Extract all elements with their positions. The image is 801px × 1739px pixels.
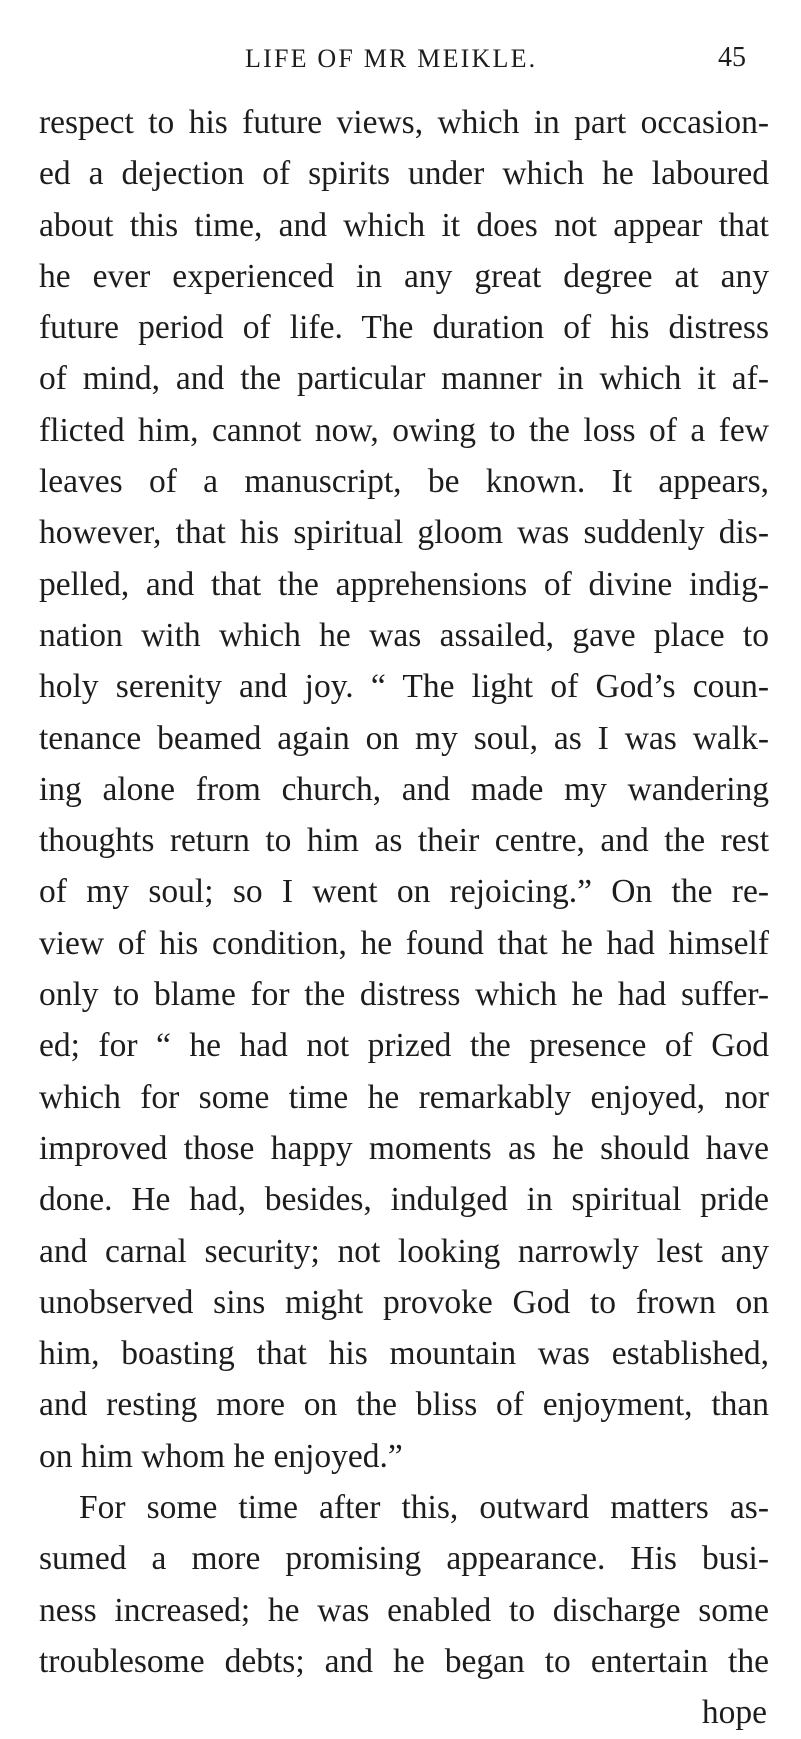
text-line: flicted him, cannot now, owing to the loss of a few (39, 411, 769, 449)
text-line: leaves of a manuscript, be known. It appears, (39, 463, 769, 501)
text-line: which for some time he remarkably enjoyed, nor (39, 1078, 769, 1116)
text-line: thoughts return to him as their centre, and the rest (39, 822, 769, 860)
paragraph-start-line: For some time after this, outward matters as- (79, 1489, 769, 1527)
body-text (39, 97, 769, 1739)
catchword: hope (701, 1694, 767, 1732)
text-line: unobserved sins might provoke God to frown on (39, 1283, 769, 1321)
text-line: troublesome debts; and he began to entertain the (39, 1642, 769, 1680)
text-line: nation with which he was assailed, gave place to (39, 616, 769, 654)
text-line: however, that his spiritual gloom was suddenly dis- (39, 514, 769, 552)
text-line: only to blame for the distress which he had suffer- (39, 976, 769, 1014)
text-line: sumed a more promising appearance. His busi- (39, 1540, 769, 1578)
text-line: he ever experienced in any great degree at any (39, 257, 769, 295)
page-number: 45 (718, 42, 746, 73)
text-line: him, boasting that his mountain was established, (39, 1335, 769, 1373)
text-line: future period of life. The duration of his distress (39, 309, 769, 347)
text-line: about this time, and which it does not appear that (39, 206, 769, 244)
text-line: improved those happy moments as he should have (39, 1129, 769, 1167)
text-line: and carnal security; not looking narrowly lest any (39, 1232, 769, 1270)
text-line: ed; for “ he had not prized the presence of God (39, 1027, 769, 1065)
running-title: LIFE OF MR MEIKLE. (245, 44, 538, 73)
text-line: ed a dejection of spirits under which he laboured (39, 155, 769, 193)
text-line: ing alone from church, and made my wandering (39, 770, 769, 808)
text-line: and resting more on the bliss of enjoyment, than (39, 1386, 769, 1424)
text-line: pelled, and that the apprehensions of divine indig- (39, 565, 769, 603)
text-line: of my soul; so I went on rejoicing.” On the re- (39, 873, 769, 911)
text-line: of mind, and the particular manner in which it af- (39, 360, 769, 398)
text-line: respect to his future views, which in part occasion- (39, 104, 769, 141)
text-line: view of his condition, he found that he had himself (39, 924, 769, 962)
text-line: done. He had, besides, indulged in spiritual pride (39, 1181, 769, 1219)
text-line: tenance beamed again on my soul, as I was walk- (39, 719, 769, 757)
text-line: ness increased; he was enabled to discharge some (39, 1591, 769, 1629)
paragraph-end-line: on him whom he enjoyed.” (39, 1437, 403, 1475)
text-line: holy serenity and joy. “ The light of God’s coun- (39, 668, 769, 706)
